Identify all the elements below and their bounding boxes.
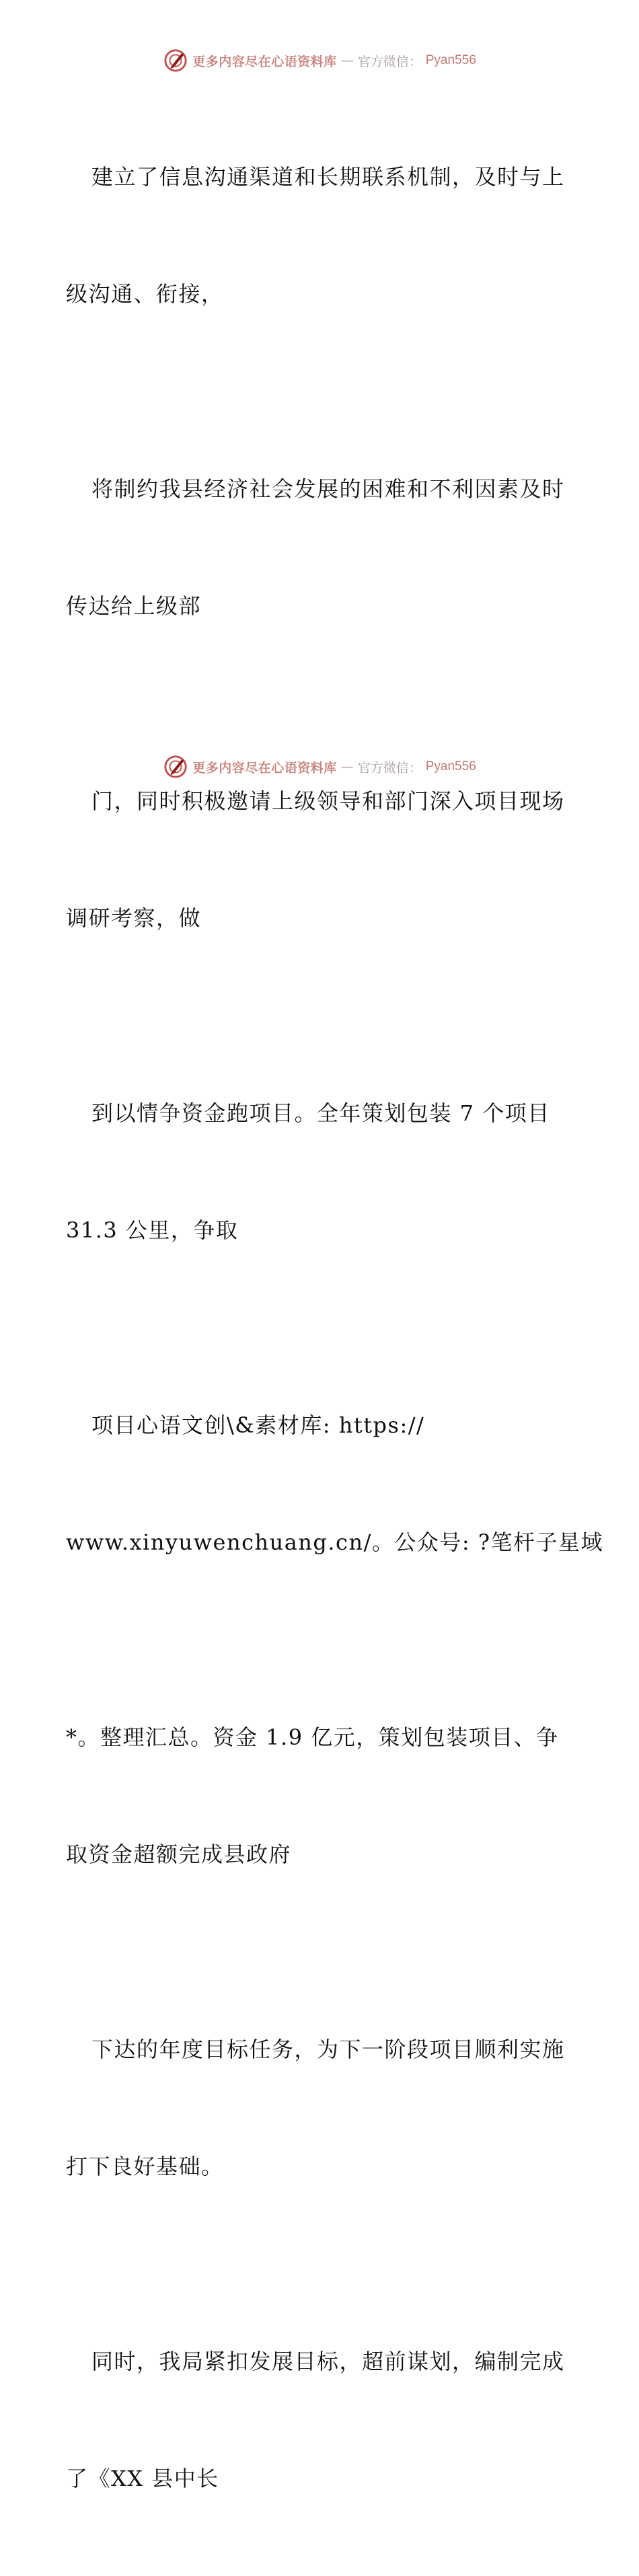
banner-dash: — bbox=[340, 53, 354, 68]
paragraph-line: 门，同时积极邀请上级领导和部门深入项目现场 bbox=[91, 788, 565, 814]
paragraph bbox=[66, 1640, 577, 1952]
banner-id: Pyan556 bbox=[425, 53, 476, 67]
logo-icon bbox=[163, 754, 188, 780]
paragraph bbox=[66, 704, 577, 1016]
paragraph-line: 建立了信息沟通渠道和长期联系机制，及时与上 bbox=[91, 164, 565, 190]
paragraph bbox=[66, 1016, 577, 1328]
document-body bbox=[66, 79, 603, 2576]
paragraph-line: 打下良好基础。 bbox=[66, 2154, 224, 2179]
banner-text: 更多内容尽在心语资料库 bbox=[192, 760, 337, 775]
paragraph-line: 取资金超额完成县政府 bbox=[66, 1842, 292, 1867]
paragraph-line: 了《XX 县中长 bbox=[66, 2466, 219, 2491]
paragraph-line: *。整理汇总。资金 1.9 亿元，策划包装项目、争 bbox=[66, 1725, 559, 1750]
banner-id: Pyan556 bbox=[425, 759, 476, 773]
paragraph-line: 到以情争资金跑项目。全年策划包装 7 个项目 bbox=[91, 1100, 550, 1126]
paragraph-line: www.xinyuwenchuang.cn/。公众号: ?笔杆子星域 bbox=[66, 1529, 603, 1555]
banner-dash: — bbox=[340, 759, 354, 774]
paragraph-line: 31.3 公里，争取 bbox=[66, 1217, 239, 1243]
header-banner bbox=[0, 46, 639, 75]
paragraph bbox=[66, 391, 577, 704]
paragraph bbox=[66, 1952, 577, 2264]
banner-label: 官方微信： bbox=[357, 760, 422, 775]
paragraph-line: 同时，我局紧扣发展目标，超前谋划，编制完成 bbox=[91, 2349, 565, 2374]
paragraph bbox=[66, 2264, 577, 2576]
paragraph-line: 级沟通、衔接， bbox=[66, 281, 224, 307]
paragraph-line: 调研考察，做 bbox=[66, 905, 202, 931]
paragraph bbox=[66, 79, 577, 391]
paragraph-line: 项目心语文创\&素材库: https:// bbox=[91, 1412, 425, 1438]
footer-banner bbox=[0, 752, 639, 782]
paragraph-line: 传达给上级部 bbox=[66, 593, 202, 619]
banner-text: 更多内容尽在心语资料库 bbox=[192, 54, 337, 69]
paragraph bbox=[66, 1328, 603, 1640]
banner-label: 官方微信： bbox=[357, 54, 422, 69]
paragraph-line: 下达的年度目标任务，为下一阶段项目顺利实施 bbox=[91, 2037, 565, 2062]
logo-icon bbox=[163, 48, 188, 73]
paragraph-line: 将制约我县经济社会发展的困难和不利因素及时 bbox=[91, 476, 565, 502]
